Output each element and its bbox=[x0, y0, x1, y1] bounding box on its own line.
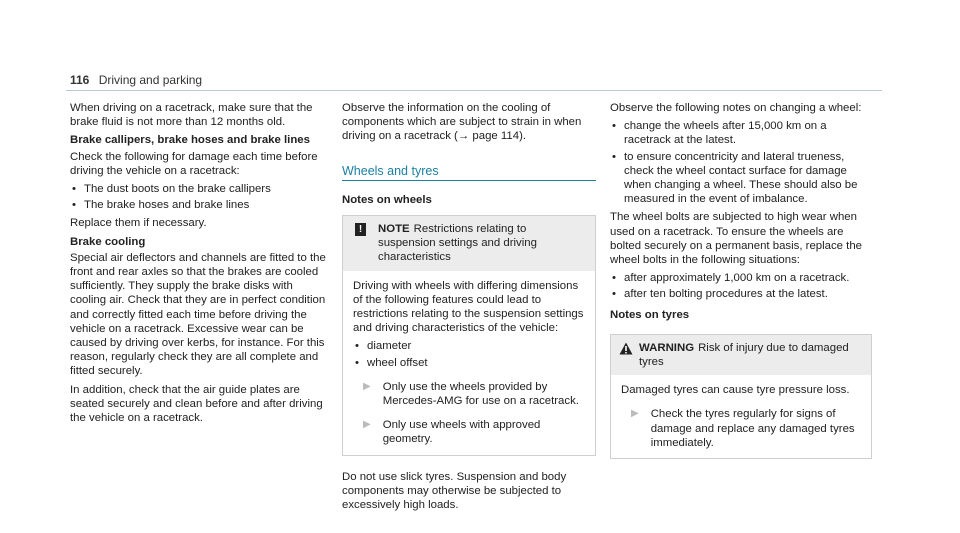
step-arrow-icon: ▶ bbox=[363, 419, 371, 431]
warning-title-text: Risk of injury due to damaged tyres bbox=[639, 341, 849, 369]
note-header bbox=[343, 216, 595, 271]
bullet-list bbox=[610, 119, 872, 206]
note-title bbox=[378, 222, 587, 265]
chapter-title: Driving and parking bbox=[98, 73, 203, 87]
list-item: • after ten bolting procedures at the latest. bbox=[610, 287, 872, 301]
paragraph: Replace them if necessary. bbox=[70, 217, 207, 230]
list-item: • The brake hoses and brake lines bbox=[70, 198, 326, 212]
list-item: • to ensure concentricity and lateral trueness, check the wheel contact surface for damage when changing a wheel. These should also be measured in the event of imbalance. bbox=[610, 150, 872, 207]
column-left bbox=[70, 101, 326, 429]
paragraph-with-page-ref[interactable]: Observe the information on the cooling of components which are subject to strain in when driving on a racetrack (→ page 114). bbox=[342, 102, 582, 143]
bullet-list bbox=[610, 271, 872, 301]
warning-title bbox=[639, 341, 863, 369]
step-text: Check the tyres regularly for signs of damage and replace any damaged tyres immediately. bbox=[650, 408, 855, 449]
bullet-list bbox=[70, 182, 326, 212]
step-text: Only use the wheels provided by Mercedes-AMG for use on a racetrack. bbox=[382, 380, 579, 408]
instruction-step bbox=[353, 380, 587, 408]
warning-body bbox=[611, 375, 871, 458]
warning-text: Damaged tyres can cause tyre pressure loss. bbox=[621, 384, 850, 397]
subheading-brake-cooling: Brake cooling bbox=[70, 235, 146, 248]
paragraph: In addition, check that the air guide plates are seated securely and clean before and after driving the vehicle on a racetrack. bbox=[70, 383, 323, 425]
paragraph: The wheel bolts are subjected to high wear when used on a racetrack. To ensure the wheels are bolted securely on a permanent basis, replace the wheel bolts in the following situations: bbox=[610, 211, 863, 267]
section-title: Wheels and tyres bbox=[342, 163, 439, 178]
warning-triangle-icon bbox=[619, 342, 633, 355]
step-arrow-icon: ▶ bbox=[631, 408, 639, 420]
instruction-step bbox=[353, 418, 587, 446]
note-label: NOTE bbox=[378, 223, 410, 236]
note-title-text: Restrictions relating to suspension settings and driving characteristics bbox=[378, 223, 537, 264]
subheading-notes-on-wheels: Notes on wheels bbox=[342, 193, 432, 206]
paragraph: Check the following for damage each time before driving the vehicle on a racetrack: bbox=[70, 150, 318, 177]
column-right bbox=[610, 101, 872, 473]
warning-header bbox=[611, 335, 871, 375]
paragraph: Special air deflectors and channels are fitted to the front and rear axles so that the brakes are cooled sufficiently. They supply the brake disks with cooling air. Check that they are in perfect condition and correctly fitted each time before driving the vehicle on a racetrack. Excessive wear can be caused by driving over kerbs, for instance. For this reason, regularly check they are all complete and fitted securely. bbox=[70, 251, 326, 378]
instruction-step bbox=[621, 407, 863, 450]
exclamation-icon: ! bbox=[355, 223, 366, 236]
paragraph: When driving on a racetrack, make sure that the brake fluid is not more than 12 months old. bbox=[70, 102, 313, 129]
bullet-list bbox=[353, 339, 587, 369]
list-item: • The dust boots on the brake callipers bbox=[70, 182, 326, 196]
page-header bbox=[70, 73, 202, 87]
note-box bbox=[342, 215, 596, 456]
list-item: • change the wheels after 15,000 km on a racetrack at the latest. bbox=[610, 119, 872, 147]
paragraph: Do not use slick tyres. Suspension and body components may otherwise be subjected to excessively high loads. bbox=[342, 470, 567, 512]
list-item: • after approximately 1,000 km on a racetrack. bbox=[610, 271, 872, 285]
step-text: Only use wheels with approved geometry. bbox=[382, 419, 541, 446]
list-item: • wheel offset bbox=[353, 356, 587, 370]
warning-box bbox=[610, 334, 872, 459]
list-item: • diameter bbox=[353, 339, 587, 353]
page-number: 116 bbox=[70, 73, 90, 87]
step-arrow-icon: ▶ bbox=[363, 380, 371, 392]
section-divider bbox=[342, 180, 596, 181]
subheading-brake-callipers: Brake callipers, brake hoses and brake lines bbox=[70, 134, 310, 147]
header-divider bbox=[66, 90, 882, 91]
note-body bbox=[343, 271, 595, 455]
paragraph: Observe the following notes on changing a wheel: bbox=[610, 102, 862, 114]
note-text: Driving with wheels with differing dimensions of the following features could lead to restrictions relating to the suspension settings and driving characteristics of the vehicle: bbox=[353, 279, 584, 335]
column-middle bbox=[342, 101, 596, 516]
subheading-notes-on-tyres: Notes on tyres bbox=[610, 308, 690, 321]
warning-label: WARNING bbox=[639, 341, 695, 354]
